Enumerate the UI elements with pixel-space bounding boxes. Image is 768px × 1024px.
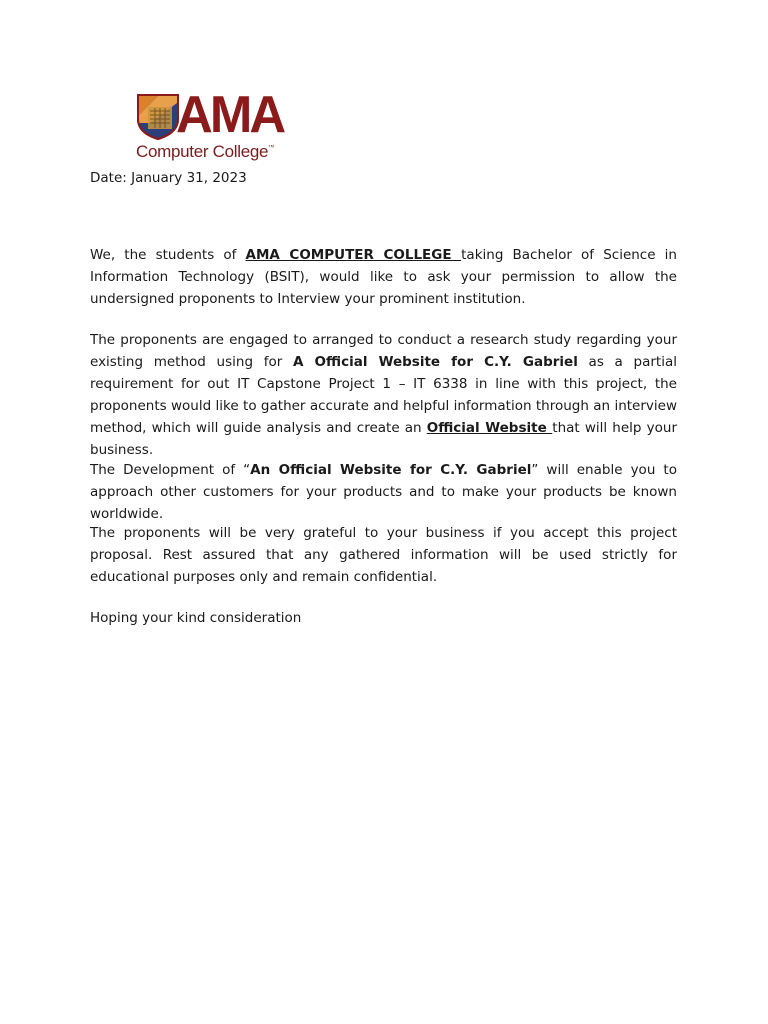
development-text-2: ” will enable you to approach other customers for your products and to make your products be known worldwide. xyxy=(90,462,677,522)
paragraph-intro xyxy=(90,244,677,310)
logo-subtitle xyxy=(136,143,274,160)
paragraph-research xyxy=(90,329,677,461)
official-website-text: Official Website xyxy=(426,420,553,436)
project-title: A Official Website for C.Y. Gabriel xyxy=(293,354,578,370)
paragraph-gratitude: The proponents will be very grateful to your business if you accept this project proposal. Rest assured that any gathered information will be used strictly for educational purposes only and remain confidential. xyxy=(90,525,677,585)
research-text-2: as a partial requirement for out IT Capstone Project 1 – IT 6338 in line with this project, the proponents would like to gather accurate and helpful information through an interview method, which will guide analysis and create an xyxy=(90,354,677,436)
research-text-1: The proponents are engaged to arranged to conduct a research study regarding your existing method using for xyxy=(90,332,677,370)
paragraph-development xyxy=(90,459,677,525)
development-project-title: An Official Website for C.Y. Gabriel xyxy=(250,462,532,478)
letter-date: Date: January 31, 2023 xyxy=(90,170,247,186)
intro-text-1: We, the students of xyxy=(90,247,246,263)
logo-wordmark: AMA xyxy=(176,86,284,144)
closing-line: Hoping your kind consideration xyxy=(90,610,302,626)
intro-text-2: taking Bachelor of Science in Information Technology (BSIT), would like to ask your permission to allow the undersigned proponents to Interview your prominent institution. xyxy=(90,247,677,307)
trademark-symbol: ™ xyxy=(268,145,274,151)
logo-subtitle-text: Computer College xyxy=(136,142,269,161)
research-text-3: that will help your business. xyxy=(90,420,677,458)
school-name: AMA COMPUTER COLLEGE xyxy=(245,247,462,263)
development-text-1: The Development of “ xyxy=(90,462,251,478)
ama-logo xyxy=(136,86,286,165)
shield-crest-icon xyxy=(136,93,180,141)
